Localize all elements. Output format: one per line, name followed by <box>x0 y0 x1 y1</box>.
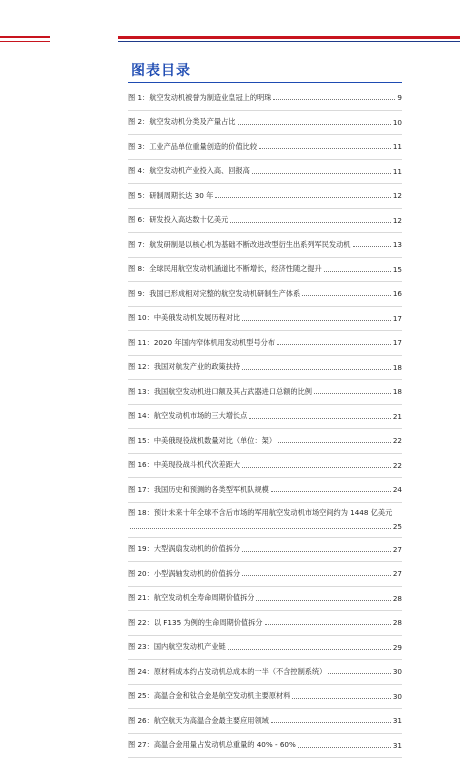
toc-entry-page: 12 <box>393 191 402 200</box>
toc-entry-number: 图 16： <box>128 460 154 470</box>
toc-leader-dots <box>292 698 390 699</box>
toc-entry-title: 大型涡扇发动机的价值拆分 <box>154 544 240 554</box>
toc-entry[interactable] <box>128 86 402 111</box>
toc-entry-page: 17 <box>393 314 402 323</box>
toc-entry[interactable] <box>128 111 402 136</box>
toc-leader-dots <box>242 575 391 576</box>
toc-entry-number: 图 5： <box>128 191 149 201</box>
toc-entry-number: 图 8： <box>128 264 149 274</box>
toc-leader-dots <box>252 173 391 174</box>
toc-entry-title: 航空发动机产业投入高、回报高 <box>149 166 250 176</box>
toc-entry-title: 我国已形成相对完整的航空发动机研制生产体系 <box>149 289 300 299</box>
toc-entry[interactable] <box>128 734 402 758</box>
toc-entry-page: 10 <box>393 118 402 127</box>
toc-entry-title: 研制周期长达 30 年 <box>149 191 213 201</box>
toc-entry-page: 18 <box>393 363 402 372</box>
toc-entry-page: 25 <box>393 522 402 531</box>
toc-entry[interactable] <box>128 538 402 563</box>
toc-entry-number: 图 14： <box>128 411 154 421</box>
toc-entry-title: 工业产品单位重量创造的价值比较 <box>149 142 257 152</box>
toc-entry-page: 31 <box>393 716 402 725</box>
toc-leader-dots <box>215 197 391 198</box>
toc-entry-number: 图 22： <box>128 618 154 628</box>
toc-leader-dots <box>249 418 391 419</box>
toc-entry[interactable] <box>128 660 402 685</box>
toc-entry-number: 图 23： <box>128 642 154 652</box>
toc-leader-dots <box>242 551 391 552</box>
toc-leader-dots <box>324 271 391 272</box>
toc-leader-dots <box>314 393 391 394</box>
toc-entry[interactable] <box>128 135 402 160</box>
toc-entry[interactable] <box>128 356 402 381</box>
toc-entry[interactable] <box>128 587 402 612</box>
toc-entry-title: 航空发动机被誉为制造业皇冠上的明珠 <box>149 93 271 103</box>
toc-entry[interactable] <box>128 429 402 454</box>
toc-entry-number: 图 12： <box>128 362 154 372</box>
toc-entry[interactable] <box>128 503 402 538</box>
toc-entry[interactable] <box>128 562 402 587</box>
toc-entry[interactable] <box>128 685 402 710</box>
toc-entry-title: 原材料成本约占发动机总成本的一半（不含控制系统） <box>154 667 327 677</box>
toc-entry-number: 图 7： <box>128 240 149 250</box>
toc-entry[interactable] <box>128 331 402 356</box>
toc-entry-page: 31 <box>393 741 402 750</box>
toc-leader-dots <box>353 246 391 247</box>
toc-leader-dots <box>277 344 391 345</box>
toc-entry[interactable] <box>128 636 402 661</box>
toc-leader-dots <box>271 722 391 723</box>
toc-entry-title: 高温合金和钛合金是航空发动机主要原材料 <box>154 691 291 701</box>
toc-entry-page: 22 <box>393 436 402 445</box>
toc-entry-page: 27 <box>393 569 402 578</box>
toc-leader-dots <box>302 295 391 296</box>
toc-entry-title: 中美现役战斗机代次差距大 <box>154 460 240 470</box>
toc-entry[interactable] <box>128 209 402 234</box>
toc-entry-title: 研发投入高达数十亿美元 <box>149 215 228 225</box>
toc-entry-page: 12 <box>393 216 402 225</box>
toc-entry-number: 图 19： <box>128 544 154 554</box>
toc-entry-page: 17 <box>393 338 402 347</box>
toc-entry-page: 28 <box>393 594 402 603</box>
toc-entry[interactable] <box>128 380 402 405</box>
toc-entry[interactable] <box>128 405 402 430</box>
toc-entry-page: 21 <box>393 412 402 421</box>
toc-entry-title: 中美俄发动机发展历程对比 <box>154 313 240 323</box>
toc-entry-number: 图 17： <box>128 485 154 495</box>
toc-entry-number: 图 9： <box>128 289 149 299</box>
toc-leader-dots <box>273 99 395 100</box>
toc-leader-dots <box>230 222 391 223</box>
toc-entry-number: 图 2： <box>128 117 149 127</box>
toc-entry-title: 全球民用航空发动机涵道比不断增长，经济性随之提升 <box>149 264 322 274</box>
toc-leader-dots <box>130 528 391 529</box>
title-underline <box>128 82 402 83</box>
toc-entry-title: 我国航空发动机进口额及其占武器进口总额的比例 <box>154 387 312 397</box>
toc-entry-number: 图 6： <box>128 215 149 225</box>
toc-entry-title: 高温合金用量占发动机总重量的 40% - 60% <box>154 740 296 750</box>
page-title: 图表目录 <box>131 60 191 80</box>
toc-entry-number: 图 3： <box>128 142 149 152</box>
toc-entry-title: 航空发动机全寿命周期价值拆分 <box>154 593 255 603</box>
toc-leader-dots <box>242 467 391 468</box>
toc-entry[interactable] <box>128 258 402 283</box>
toc-entry-number: 图 27： <box>128 740 154 750</box>
toc-entry-title: 航空发动机分类及产量占比 <box>149 117 235 127</box>
toc-entry-number: 图 1： <box>128 93 149 103</box>
toc-entry-number: 图 15： <box>128 436 154 446</box>
toc-entry-number: 图 13： <box>128 387 154 397</box>
toc-entry-title: 航空航天为高温合金最主要应用领域 <box>154 716 269 726</box>
toc-entry-title: 2020 年国内窄体机用发动机型号分布 <box>154 338 275 348</box>
toc-leader-dots <box>278 442 391 443</box>
toc-entry-number: 图 24： <box>128 667 154 677</box>
toc-entry-number: 图 21： <box>128 593 154 603</box>
toc-entry-page: 29 <box>393 643 402 652</box>
toc-entry-page: 24 <box>393 485 402 494</box>
toc-entry-page: 13 <box>393 240 402 249</box>
toc-leader-dots <box>256 600 390 601</box>
toc-leader-dots <box>242 369 391 370</box>
toc-entry-page: 30 <box>393 667 402 676</box>
toc-leader-dots <box>328 673 391 674</box>
toc-entry-title: 预计未来十年全球不含后市场的军用航空发动机市场空间约为 1448 亿美元 <box>154 508 393 518</box>
toc-entry[interactable] <box>128 611 402 636</box>
toc-entry-title: 我国历史和预测的各类型军机队规模 <box>154 485 269 495</box>
toc-entry-title: 我国对航发产业的政策扶持 <box>154 362 240 372</box>
toc-entry-page: 11 <box>393 167 402 176</box>
toc-entry-title: 航发研制是以核心机为基础不断改进改型衍生出系列军民发动机 <box>149 240 350 250</box>
toc-entry-title: 航空发动机市场的三大增长点 <box>154 411 247 421</box>
toc-entry-title: 中美俄现役战机数量对比（单位：架） <box>154 436 276 446</box>
toc-entry-page: 27 <box>393 545 402 554</box>
toc-entry[interactable] <box>128 454 402 479</box>
toc-entry-number: 图 10： <box>128 313 154 323</box>
header-rule-blue <box>118 41 460 42</box>
toc-entry-number: 图 18： <box>128 508 154 518</box>
toc-leader-dots <box>265 624 391 625</box>
toc-entry-page: 15 <box>393 265 402 274</box>
toc-entry[interactable] <box>128 233 402 258</box>
header-rule-red-left-thin <box>0 41 50 42</box>
toc-entry-page: 9 <box>397 93 402 102</box>
toc-entry-page: 30 <box>393 692 402 701</box>
toc-entry[interactable] <box>128 478 402 503</box>
table-of-figures <box>128 86 402 758</box>
toc-entry[interactable] <box>128 184 402 209</box>
toc-entry-number: 图 25： <box>128 691 154 701</box>
toc-entry[interactable] <box>128 160 402 185</box>
toc-leader-dots <box>259 148 391 149</box>
header-rule-red <box>118 36 460 39</box>
toc-leader-dots <box>298 747 391 748</box>
toc-entry-number: 图 20： <box>128 569 154 579</box>
toc-entry[interactable] <box>128 282 402 307</box>
toc-entry[interactable] <box>128 709 402 734</box>
toc-entry-number: 图 4： <box>128 166 149 176</box>
toc-entry-title: 以 F135 为例的生命周期价值拆分 <box>154 618 263 628</box>
toc-leader-dots <box>242 320 391 321</box>
toc-entry-page: 16 <box>393 289 402 298</box>
toc-entry-number: 图 11： <box>128 338 154 348</box>
toc-entry-page: 22 <box>393 461 402 470</box>
toc-entry[interactable] <box>128 307 402 332</box>
header-rule-red-left <box>0 36 50 38</box>
toc-leader-dots <box>238 124 391 125</box>
toc-entry-page: 28 <box>393 618 402 627</box>
toc-entry-title: 国内航空发动机产业链 <box>154 642 226 652</box>
toc-leader-dots <box>271 491 391 492</box>
toc-entry-page: 11 <box>393 142 402 151</box>
toc-entry-title: 小型涡轴发动机的价值拆分 <box>154 569 240 579</box>
toc-entry-page: 18 <box>393 387 402 396</box>
toc-entry-number: 图 26： <box>128 716 154 726</box>
